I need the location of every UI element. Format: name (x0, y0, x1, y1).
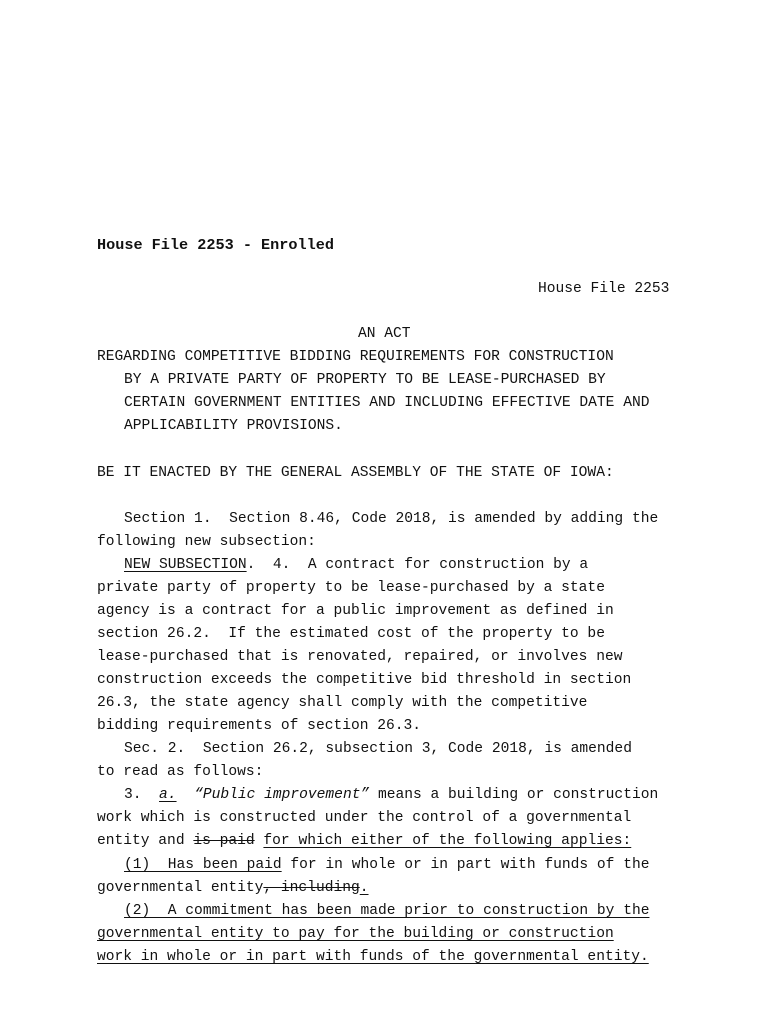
struck-text: is paid (193, 833, 255, 849)
section1-body-line: agency is a contract for a public improvement as defined in (97, 603, 614, 619)
act-description-line: REGARDING COMPETITIVE BIDDING REQUIREMENTS FOR CONSTRUCTION (97, 349, 614, 365)
new-subsection-label: NEW SUBSECTION (124, 557, 247, 573)
section2-line: Sec. 2. Section 26.2, subsection 3, Code 2018, is amended (124, 741, 632, 757)
file-id: House File 2253 (538, 281, 670, 297)
enacting-clause: BE IT ENACTED BY THE GENERAL ASSEMBLY OF THE STATE OF IOWA: (97, 465, 614, 481)
section1-line: Section 1. Section 8.46, Code 2018, is amended by adding the (124, 511, 659, 527)
section1-body-line: 26.3, the state agency shall comply with the competitive (97, 695, 588, 711)
paragraph-3-text: entity and (97, 833, 194, 849)
new-subsection-line (124, 556, 588, 574)
subparagraph-1-text: for in whole or in part with funds of the (281, 857, 650, 873)
section1-body-line: bidding requirements of section 26.3. (97, 718, 422, 734)
subparagraph-1-text: governmental entity (97, 880, 264, 896)
paragraph-3-a-label: a. (159, 787, 177, 803)
subparagraph-1-line (97, 879, 369, 897)
added-text: . (359, 880, 369, 896)
subparagraph-2-line: (2) A commitment has been made prior to construction by the (124, 903, 650, 919)
new-subsection-text: . 4. A contract for construction by a (246, 557, 589, 573)
paragraph-3-number: 3. (124, 787, 160, 803)
document-header: House File 2253 - Enrolled (97, 236, 334, 254)
section2-line: to read as follows: (97, 764, 264, 780)
section1-body-line: lease-purchased that is renovated, repaired, or involves new (97, 649, 623, 665)
section1-line: following new subsection: (97, 534, 316, 550)
paragraph-3-line (97, 832, 631, 850)
public-improvement-term: “Public improvement” (194, 787, 370, 803)
act-title: AN ACT (358, 326, 411, 342)
section1-body-line: private party of property to be lease-purchased by a state (97, 580, 605, 596)
section1-body-line: construction exceeds the competitive bid threshold in section (97, 672, 632, 688)
added-text: (1) Has been paid (124, 857, 282, 873)
paragraph-3-text: means a building or construction (369, 787, 659, 803)
section1-body-line: section 26.2. If the estimated cost of the property to be (97, 626, 605, 642)
paragraph-3-line (124, 786, 658, 804)
struck-text: , including (263, 880, 360, 896)
subparagraph-1-line (124, 856, 649, 874)
added-text: for which either of the following applies: (263, 833, 632, 849)
act-description-line: CERTAIN GOVERNMENT ENTITIES AND INCLUDING EFFECTIVE DATE AND (124, 395, 650, 411)
subparagraph-2-line: work in whole or in part with funds of the governmental entity. (97, 949, 649, 965)
subparagraph-2-line: governmental entity to pay for the building or construction (97, 926, 614, 942)
act-description-line: APPLICABILITY PROVISIONS. (124, 418, 343, 434)
act-description-line: BY A PRIVATE PARTY OF PROPERTY TO BE LEASE-PURCHASED BY (124, 372, 606, 388)
paragraph-3-line: work which is constructed under the control of a governmental (97, 810, 632, 826)
